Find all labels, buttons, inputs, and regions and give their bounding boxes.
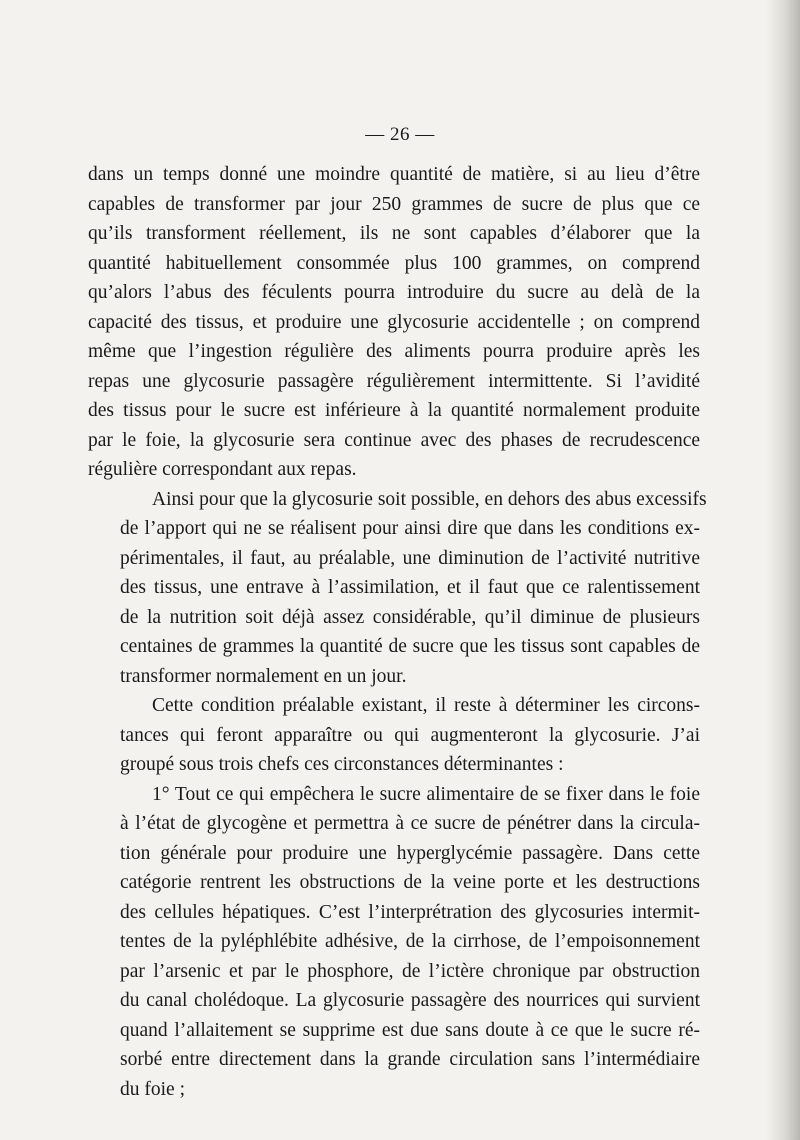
text-line: à l’état de glycogène et permettra à ce sucre de pénétrer dans la circula- [120, 813, 700, 834]
body-text [88, 160, 707, 1104]
paragraph [88, 691, 700, 780]
text-line: qu’ils transforment réellement, ils ne sont capables d’élaborer que la [88, 223, 700, 244]
text-line: des tissus, une entrave à l’assimilation, et il faut que ce ralentissement [120, 577, 700, 598]
text-line: tion générale pour produire une hyperglycémie passagère. Dans cette [120, 842, 700, 864]
text-line: des tissus pour le sucre est inférieure à la quantité normalement produite [88, 400, 700, 421]
text-line: qu’alors l’abus des féculents pourra introduire du sucre au delà de la [88, 282, 700, 303]
paragraph [88, 160, 700, 485]
text-line: de l’apport qui ne se réalisent pour ainsi dire que dans les conditions ex- [120, 518, 700, 539]
text-line: Ainsi pour que la glycosurie soit possible, en dehors des abus excessifs [152, 488, 707, 510]
paragraph [88, 485, 707, 692]
page-number: — 26 — [365, 124, 435, 145]
text-line: capacité des tissus, et produire une glycosurie accidentelle ; on comprend [88, 311, 700, 333]
text-line: périmentales, il faut, au préalable, une diminution de l’activité nutritive [120, 547, 700, 569]
text-line: quantité habituellement consommée plus 100 grammes, on comprend [88, 252, 700, 274]
text-line: du foie ; [120, 1078, 185, 1100]
text-line: quand l’allaitement se supprime est due sans doute à ce que le sucre ré- [120, 1019, 700, 1041]
text-line: groupé sous trois chefs ces circonstances déterminantes : [120, 754, 564, 775]
text-line: capables de transformer par jour 250 grammes de sucre de plus que ce [88, 193, 700, 215]
text-line: transformer normalement en un jour. [120, 665, 407, 687]
text-line: catégorie rentrent les obstructions de la veine porte et les destructions [120, 872, 700, 893]
text-line: de la nutrition soit déjà assez considérable, qu’il diminue de plusieurs [120, 606, 700, 628]
text-line: des cellules hépatiques. C’est l’interprétration des glycosuries intermit- [120, 901, 700, 923]
text-line: par l’arsenic et par le phosphore, de l’ictère chronique par obstruction [120, 960, 700, 982]
text-line: tances qui feront apparaître ou qui augmenteront la glycosurie. J’ai [120, 724, 700, 746]
paragraph [88, 780, 700, 1105]
text-line: repas une glycosurie passagère régulièrement intermittente. Si l’avidité [88, 370, 700, 392]
text-line: Cette condition préalable existant, il reste à déterminer les circons- [152, 695, 700, 716]
text-line: centaines de grammes la quantité de sucre que les tissus sont capables de [120, 636, 700, 657]
page-edge-shadow [766, 0, 800, 1140]
text-line: dans un temps donné une moindre quantité de matière, si au lieu d’être [88, 164, 700, 185]
text-line: du canal cholédoque. La glycosurie passagère des nourrices qui survient [120, 990, 700, 1011]
text-line: même que l’ingestion régulière des aliments pourra produire après les [88, 341, 700, 362]
text-line: tentes de la pyléphlébite adhésive, de la cirrhose, de l’empoisonnement [120, 931, 700, 952]
text-line: sorbé entre directement dans la grande circulation sans l’intermédiaire [120, 1049, 700, 1070]
text-line: régulière correspondant aux repas. [88, 459, 357, 480]
text-line: par le foie, la glycosurie sera continue avec des phases de recrudescence [88, 429, 700, 451]
text-line: 1° Tout ce qui empêchera le sucre alimentaire de se fixer dans le foie [152, 783, 700, 805]
